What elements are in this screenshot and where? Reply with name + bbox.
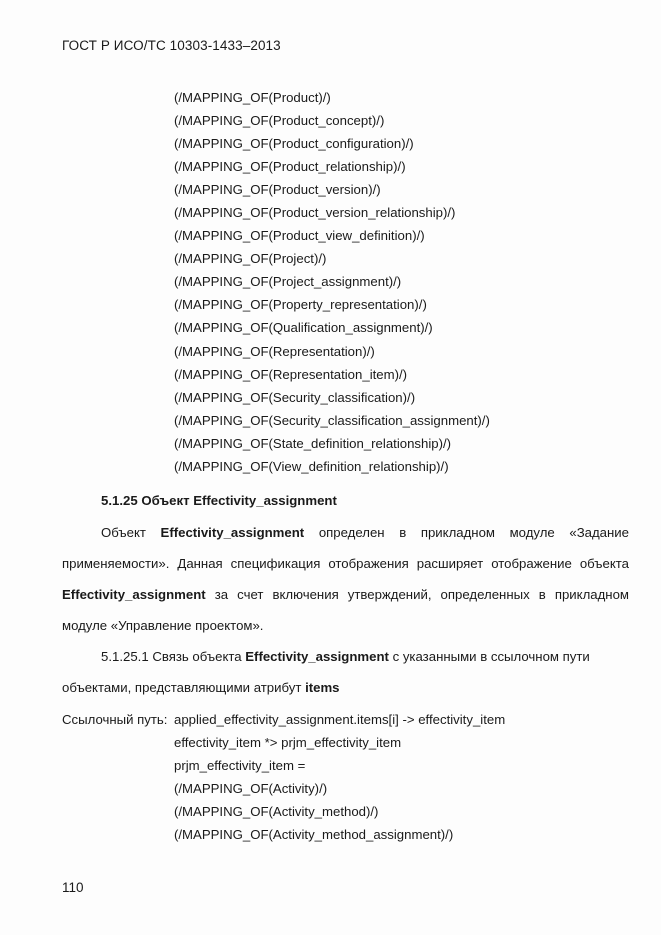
page-number: 110 xyxy=(62,880,84,895)
mapping-line: (/MAPPING_OF(Product)/) xyxy=(174,90,331,105)
text-span: объектами, представляющими атрибут xyxy=(62,680,306,695)
mapping-line: (/MAPPING_OF(Property_representation)/) xyxy=(174,297,427,313)
mapping-line: (/MAPPING_OF(Product_relationship)/) xyxy=(174,159,406,175)
mapping-line: (/MAPPING_OF(Representation_item)/) xyxy=(174,366,408,382)
reference-line: (/MAPPING_OF(Activity)/) xyxy=(174,781,328,796)
mapping-line: (/MAPPING_OF(Representation)/) xyxy=(174,343,375,359)
section-heading: 5.1.25 Объект Effectivity_assignment xyxy=(101,493,337,508)
text-span: с указанными в ссылочном пути xyxy=(388,649,590,664)
mapping-line: (/MAPPING_OF(Product_concept)/) xyxy=(174,113,385,129)
reference-line: (/MAPPING_OF(Activity_method)/) xyxy=(174,804,379,819)
mapping-line: (/MAPPING_OF(Security_classification_assignment)/) xyxy=(174,412,490,428)
reference-line: (/MAPPING_OF(Activity_method_assignment)/) xyxy=(174,827,454,842)
reference-line: effectivity_item *> prjm_effectivity_item xyxy=(174,735,402,750)
text-span: определен в прикладном модуле «Задание xyxy=(318,525,629,540)
standard-header: ГОСТ Р ИСО/ТС 10303-1433–2013 xyxy=(62,38,281,53)
mapping-line: (/MAPPING_OF(Product_version)/) xyxy=(174,182,381,198)
attribute-name: items xyxy=(305,680,340,695)
mapping-list xyxy=(174,86,490,478)
reference-lines xyxy=(174,731,453,846)
mapping-line: (/MAPPING_OF(State_definition_relationship)/) xyxy=(174,435,452,451)
mapping-line: (/MAPPING_OF(Project)/) xyxy=(174,251,327,267)
paragraph-line xyxy=(101,525,629,540)
mapping-line: (/MAPPING_OF(View_definition_relationship)/) xyxy=(174,458,449,474)
subsection-title xyxy=(101,649,590,664)
mapping-line: (/MAPPING_OF(Project_assignment)/) xyxy=(174,274,402,290)
mapping-line: (/MAPPING_OF(Product_configuration)/) xyxy=(174,136,414,152)
reference-first-line: applied_effectivity_assignment.items[i] -> effectivity_item xyxy=(174,712,506,727)
text-span: Объект xyxy=(101,525,146,540)
entity-name: Effectivity_assignment xyxy=(160,525,305,540)
reference-line: prjm_effectivity_item = xyxy=(174,758,306,773)
text-span: 5.1.25.1 Связь объекта xyxy=(101,649,246,664)
paragraph-line xyxy=(62,587,629,602)
entity-name: Effectivity_assignment xyxy=(62,587,206,602)
mapping-line: (/MAPPING_OF(Security_classification)/) xyxy=(174,389,416,405)
mapping-line: (/MAPPING_OF(Qualification_assignment)/) xyxy=(174,320,433,336)
mapping-line: (/MAPPING_OF(Product_version_relationship)/) xyxy=(174,205,456,221)
reference-path xyxy=(62,712,506,727)
paragraph-line: применяемости». Данная спецификация отображения расширяет отображение объекта xyxy=(62,556,629,571)
reference-label: Ссылочный путь: xyxy=(62,712,168,727)
entity-name: Effectivity_assignment xyxy=(245,649,389,664)
subsection-title-cont xyxy=(62,680,340,695)
mapping-line: (/MAPPING_OF(Product_view_definition)/) xyxy=(174,228,425,244)
paragraph-line: модуле «Управление проектом». xyxy=(62,618,264,633)
text-span: за счет включения утверждений, определенных в прикладном xyxy=(214,587,629,602)
